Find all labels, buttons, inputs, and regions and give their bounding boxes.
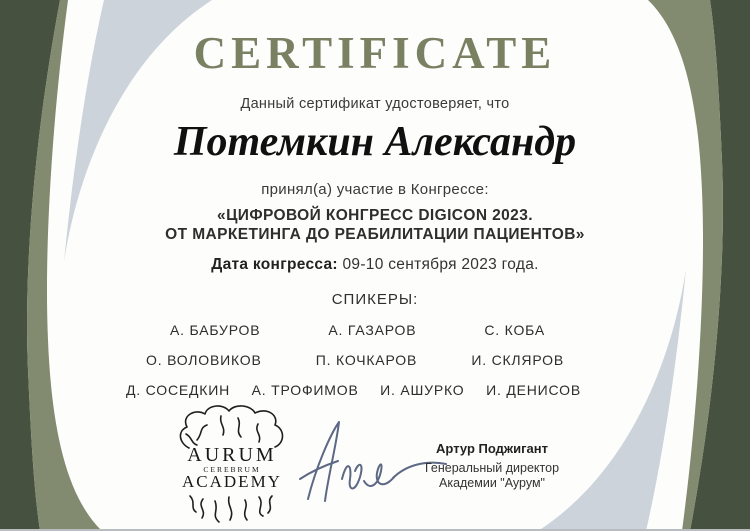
congress-date-line bbox=[0, 256, 750, 274]
speaker-name: И. ДЕНИСОВ bbox=[486, 382, 581, 398]
speaker-name: С. КОБА bbox=[484, 322, 545, 338]
congress-title bbox=[0, 206, 750, 244]
speaker-name: О. ВОЛОВИКОВ bbox=[146, 352, 262, 368]
signer-role-line2: Академии "Аурум" bbox=[438, 476, 545, 490]
speaker-name: П. КОЧКАРОВ bbox=[315, 352, 418, 368]
speaker-name: А. ГАЗАРОВ bbox=[328, 322, 417, 338]
participation-text: принял(а) участие в Конгрессе: bbox=[261, 181, 489, 198]
congress-date-value: 09-10 сентября 2023 года. bbox=[342, 256, 539, 273]
speakers-row-2 bbox=[146, 352, 564, 368]
speakers-row-3 bbox=[126, 382, 581, 398]
logo-subname-text: CEREBRUM bbox=[203, 465, 261, 474]
congress-title-line1: «ЦИФРОВОЙ КОНГРЕСС DIGICON 2023. bbox=[217, 207, 533, 224]
speaker-name: И. АШУРКО bbox=[380, 382, 465, 398]
signer-role-line1: Генеральный директор bbox=[424, 461, 560, 475]
congress-date-label: Дата конгресса: bbox=[211, 256, 338, 273]
logo-name-text: AURUM bbox=[187, 444, 277, 466]
congress-title-line2: ОТ МАРКЕТИНГА ДО РЕАБИЛИТАЦИИ ПАЦИЕНТОВ» bbox=[165, 226, 585, 243]
speakers-row-1 bbox=[170, 322, 545, 338]
logo-type-text: ACADEMY bbox=[182, 472, 282, 491]
recipient-name: Потемкин Александр bbox=[173, 119, 577, 165]
signer-name: Артур Поджигант bbox=[436, 441, 548, 456]
signer-block bbox=[412, 441, 572, 491]
speaker-name: А. ТРОФИМОВ bbox=[251, 382, 359, 398]
speaker-name: Д. СОСЕДКИН bbox=[126, 382, 231, 398]
speaker-name: И. СКЛЯРОВ bbox=[471, 352, 564, 368]
aurum-academy-logo bbox=[166, 404, 298, 526]
speaker-name: А. БАБУРОВ bbox=[170, 322, 261, 338]
intro-text: Данный сертификат удостоверяет, что bbox=[240, 96, 510, 112]
certificate-title: CERTIFICATE bbox=[193, 28, 557, 78]
speakers-heading: СПИКЕРЫ: bbox=[331, 291, 419, 308]
